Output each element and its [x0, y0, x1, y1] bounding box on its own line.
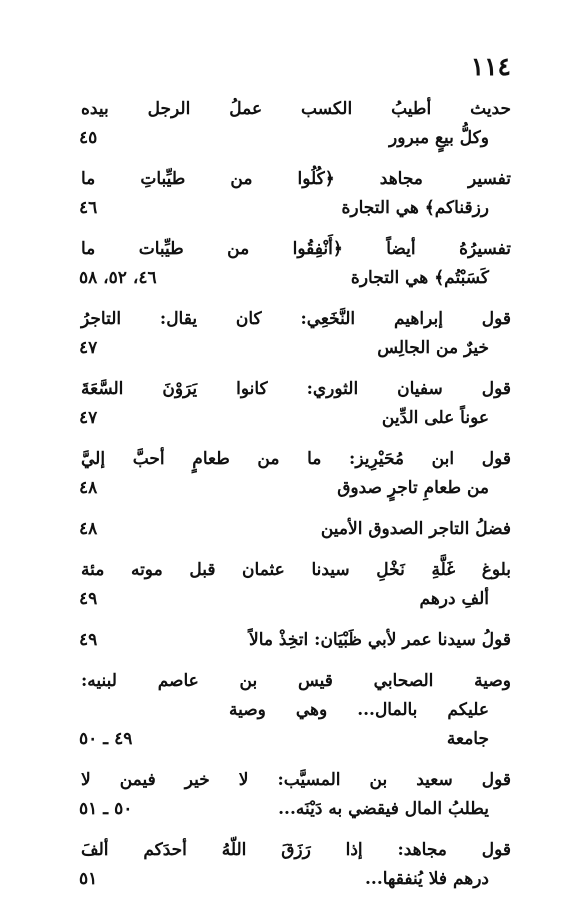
- entry-pages: ٥٠ ـ ٥١: [79, 799, 133, 819]
- entry-pages: ٤٩: [79, 589, 98, 609]
- entry-pages: ٤٧: [79, 338, 98, 358]
- entry-line: فضلُ التاجر الصدوق الأمين: [320, 519, 511, 539]
- index-entry: [81, 556, 511, 614]
- entry-line: تفسير مجاهد ﴿كُلُوا من طيِّباتِ ما: [81, 169, 511, 189]
- entry-line: كَسَبْتُم﴾ هي التجارة: [350, 268, 489, 288]
- entry-pages: ٤٧: [79, 408, 98, 428]
- entry-line: من طعامِ تاجرٍ صدوق: [337, 478, 489, 498]
- entry-pages: ٤٨: [79, 519, 98, 539]
- entry-line: ألفِ درهم: [419, 589, 489, 609]
- entry-line: وصية الصحابي قيس بن عاصم لبنيه:: [81, 671, 511, 691]
- entry-line: رزقناكم﴾ هي التجارة: [341, 198, 489, 218]
- entry-line: درهم فلا يُنفقها...: [365, 869, 489, 889]
- index-entry: [81, 235, 511, 293]
- entry-line: قول مجاهد: إذا رَزَقَ اللّهُ أحدَكم ألفَ: [81, 840, 511, 860]
- entry-line: بلوغ غَلَّةِ نَخْلِ سيدنا عثمان قبل موته مئة: [81, 560, 511, 580]
- entry-pages: ٥١: [79, 869, 98, 889]
- index-entry: [81, 375, 511, 433]
- entry-line: قول ابن مُحَيْرِيز: ما من طعامٍ أحبَّ إليَّ: [81, 449, 511, 469]
- entry-pages: ٤٦: [79, 198, 98, 218]
- index-entry: [81, 305, 511, 363]
- entry-line: قول سعيد بن المسيَّب: لا خير فيمن لا: [81, 770, 511, 790]
- entry-line: خيرٌ من الجالِس: [377, 338, 489, 358]
- index-entry: [81, 515, 511, 544]
- entry-pages: ٤٩: [79, 630, 98, 650]
- entry-pages: ٤٥: [79, 128, 98, 148]
- index-list: [81, 95, 511, 906]
- index-entry: [81, 626, 511, 655]
- entry-pages: ٤٩ ـ ٥٠: [79, 729, 133, 749]
- entry-pages: ٤٨: [79, 478, 98, 498]
- entry-line: عليكم بالمال... وهي وصية: [229, 700, 489, 720]
- entry-line: يطلبُ المال فيقضي به دَيْنَه...: [278, 799, 489, 819]
- entry-line: قولُ سيدنا عمر لأبي ظَبْيَان: اتخِذْ مالاً: [249, 630, 511, 650]
- entry-line: قول إبراهيم النَّخَعِي: كان يقال: التاجرُ: [81, 309, 511, 329]
- index-entry: [81, 836, 511, 894]
- index-entry: [81, 445, 511, 503]
- index-entry: [81, 165, 511, 223]
- entry-pages: ٤٦، ٥٢، ٥٨: [79, 268, 157, 288]
- index-entry: [81, 766, 511, 824]
- index-entry: [81, 667, 511, 754]
- entry-line: تفسيرُهُ أيضاً ﴿أَنْفِقُوا من طيِّبات ما: [81, 239, 511, 259]
- entry-line: حديث أطيبُ الكسب عملُ الرجل بيده: [81, 99, 511, 119]
- index-entry: [81, 95, 511, 153]
- page-number: ١١٤: [470, 52, 511, 81]
- entry-line: عوناً على الدِّين: [381, 408, 489, 428]
- entry-line: قول سفيان الثوري: كانوا يَرَوْنَ السَّعَةَ: [81, 379, 511, 399]
- entry-line: وكلُّ بيعٍ مبرور: [389, 128, 489, 148]
- entry-line: جامعة: [446, 729, 489, 749]
